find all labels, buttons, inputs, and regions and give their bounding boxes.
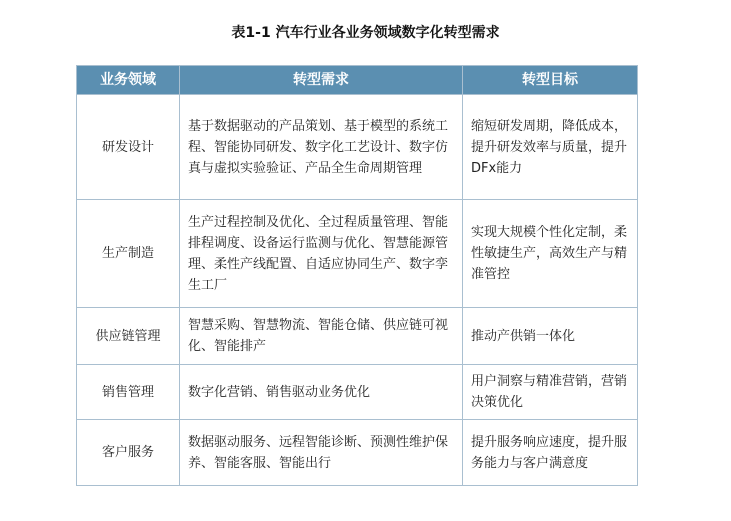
cell-demand: 基于数据驱动的产品策划、基于模型的系统工程、智能协同研发、数字化工艺设计、数字仿真与虚拟实验验证、产品全生命周期管理 xyxy=(180,95,463,200)
header-target: 转型目标 xyxy=(463,66,638,95)
table-row xyxy=(77,200,638,308)
table-row xyxy=(77,95,638,200)
cell-target: 提升服务响应速度，提升服务能力与客户满意度 xyxy=(463,420,638,486)
cell-target: 缩短研发周期，降低成本，提升研发效率与质量，提升DFx能力 xyxy=(463,95,638,200)
cell-area: 研发设计 xyxy=(77,95,180,200)
table-row xyxy=(77,365,638,420)
cell-target: 用户洞察与精准营销，营销决策优化 xyxy=(463,365,638,420)
table-header-row xyxy=(77,66,638,95)
header-demand: 转型需求 xyxy=(180,66,463,95)
cell-demand: 数据驱动服务、远程智能诊断、预测性维护保养、智能客服、智能出行 xyxy=(180,420,463,486)
table-title: 表1-1 汽车行业各业务领域数字化转型需求 xyxy=(231,25,500,41)
cell-area: 生产制造 xyxy=(77,200,180,308)
cell-demand: 数字化营销、销售驱动业务优化 xyxy=(180,365,463,420)
cell-target: 实现大规模个性化定制，柔性敏捷生产，高效生产与精准管控 xyxy=(463,200,638,308)
cell-target: 推动产供销一体化 xyxy=(463,308,638,365)
cell-demand: 智慧采购、智慧物流、智能仓储、供应链可视化、智能排产 xyxy=(180,308,463,365)
table-row xyxy=(77,420,638,486)
cell-area: 销售管理 xyxy=(77,365,180,420)
cell-area: 供应链管理 xyxy=(77,308,180,365)
table-row xyxy=(77,308,638,365)
cell-demand: 生产过程控制及优化、全过程质量管理、智能排程调度、设备运行监测与优化、智慧能源管理、柔性产线配置、自适应协同生产、数字孪生工厂 xyxy=(180,200,463,308)
header-area: 业务领域 xyxy=(77,66,180,95)
transformation-table xyxy=(76,65,638,486)
cell-area: 客户服务 xyxy=(77,420,180,486)
